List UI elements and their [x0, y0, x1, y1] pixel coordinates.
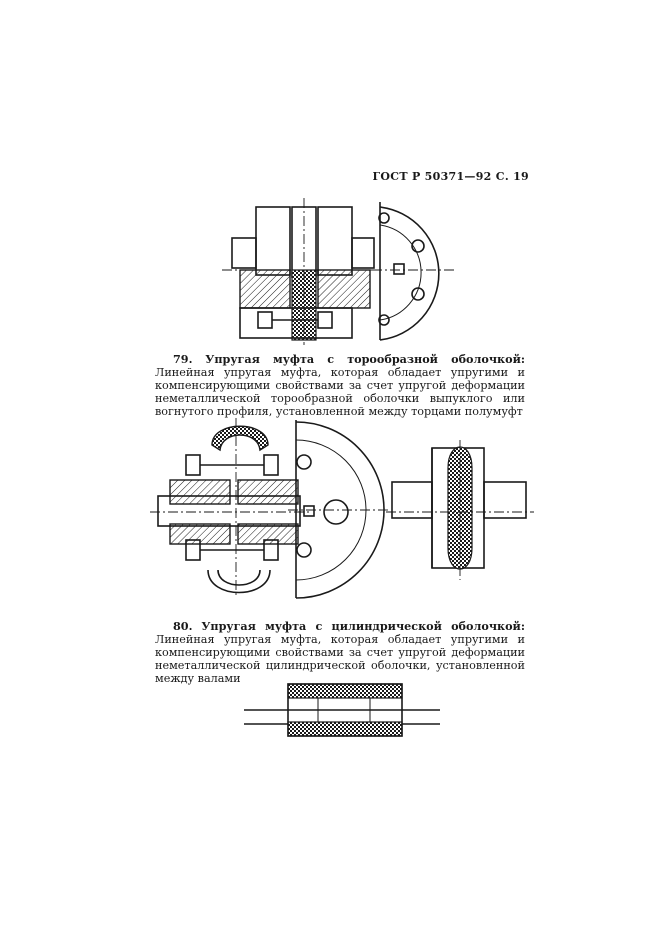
page-header: ГОСТ Р 50371—92 С. 19 [372, 170, 529, 183]
section-80-body: Линейная упругая муфта, которая обладает упругими и компенсирующими свойствами за счет упругой деформации неметаллической цилиндрической оболочки, установленной между валами [155, 633, 525, 685]
section-79 [155, 353, 525, 418]
section-80-title: Упругая муфта с цилиндрической оболочкой: [201, 619, 525, 633]
bottom-figure-cylindrical-shell [244, 684, 440, 736]
middle-figure-torus-section [150, 418, 310, 598]
section-79-title: Упругая муфта с торообразной оболочкой: [205, 352, 525, 366]
middle-figure-concave-profile [386, 440, 534, 580]
section-79-body: Линейная упругая муфта, которая обладает упругими и компенсирующими свойствами за счет упругой деформации неметаллической торообразной оболочки выпуклого или вогнутого профиля, установленной между торцами полумуфт [155, 366, 525, 418]
top-figure-end-view [372, 202, 455, 340]
middle-figure-end-view [288, 420, 390, 598]
top-figure-section-view [222, 198, 380, 345]
section-79-number: 79. [173, 352, 193, 366]
section-80-number: 80. [173, 619, 193, 633]
section-80 [155, 620, 525, 685]
